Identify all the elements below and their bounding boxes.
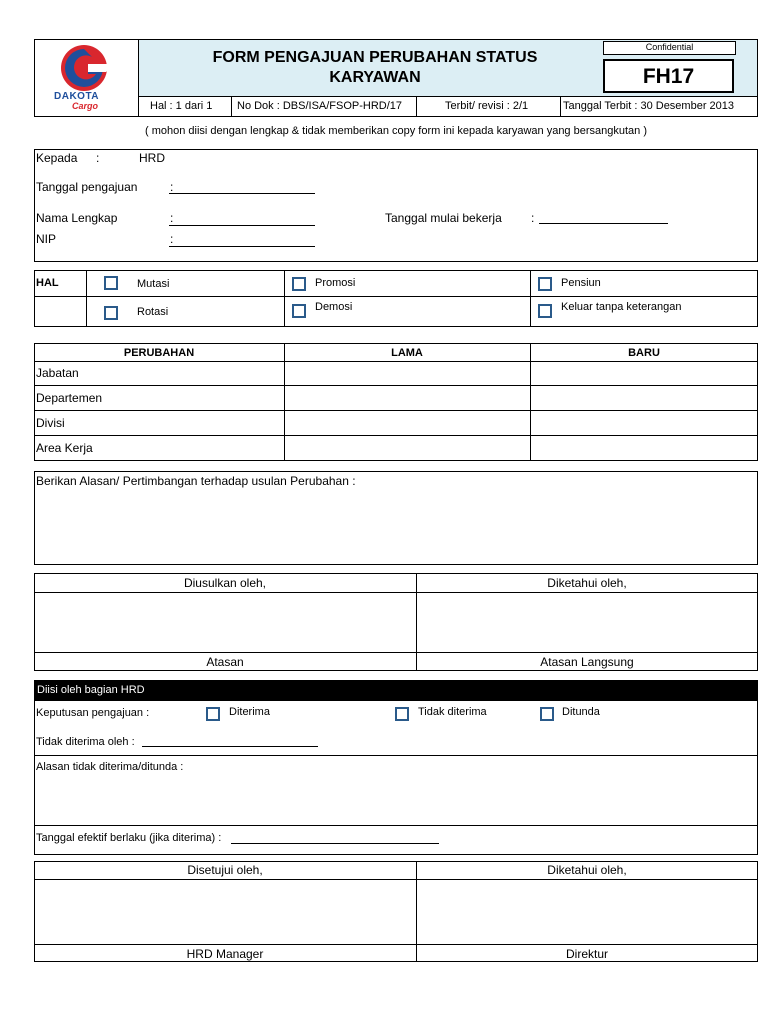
sign1-line: [34, 652, 758, 653]
logo-text-dakota: DAKOTA: [54, 91, 100, 102]
nama-lengkap-field[interactable]: [169, 225, 315, 226]
keluar-label: Keluar tanpa keterangan: [561, 301, 682, 313]
kepada-label: Kepada: [36, 151, 78, 165]
meta-divider: [416, 96, 417, 117]
form-note: ( mohon diisi dengan lengkap & tidak memberikan copy form ini kepada karyawan yang bersangkutan ): [144, 125, 647, 137]
mutasi-label: Mutasi: [137, 278, 170, 290]
tidak-diterima-label: Tidak diterima: [418, 706, 487, 718]
hal-divider: [34, 296, 758, 297]
header-perubahan: PERUBAHAN: [123, 347, 195, 359]
diusulkan-oleh: Diusulkan oleh,: [183, 576, 267, 590]
nip-colon: :: [170, 232, 174, 246]
form-title-line2: KARYAWAN: [329, 69, 421, 86]
role-hrd-manager: HRD Manager: [186, 947, 264, 961]
page-number: Hal : 1 dari 1: [150, 100, 213, 112]
hal-label: HAL: [36, 277, 59, 289]
changes-row-line: [34, 435, 758, 436]
tanggal-efektif-label: Tanggal efektif berlaku (jika diterima) :: [36, 832, 222, 844]
demosi-checkbox[interactable]: [292, 304, 306, 318]
hal-divider: [284, 270, 285, 327]
hrd-line: [34, 755, 758, 756]
confidential-label: Confidential: [645, 42, 694, 52]
ditunda-label: Ditunda: [562, 706, 600, 718]
kepada-value: HRD: [139, 151, 165, 165]
mutasi-checkbox[interactable]: [104, 276, 118, 290]
hal-divider: [86, 270, 87, 327]
header-lama: LAMA: [391, 347, 423, 359]
keluar-checkbox[interactable]: [538, 304, 552, 318]
alasan-label: Alasan tidak diterima/ditunda :: [36, 761, 184, 773]
company-logo: [48, 43, 128, 113]
role-atasan-langsung: Atasan Langsung: [540, 655, 634, 669]
hrd-line: [34, 825, 758, 826]
tanggal-efektif-field[interactable]: [231, 843, 439, 844]
tanggal-mulai-label: Tanggal mulai bekerja: [385, 211, 502, 225]
role-atasan: Atasan: [206, 655, 244, 669]
diterima-checkbox[interactable]: [206, 707, 220, 721]
info-section: [34, 149, 758, 262]
keputusan-label: Keputusan pengajuan :: [36, 707, 150, 719]
nip-field[interactable]: [169, 246, 315, 247]
nama-lengkap-colon: :: [170, 211, 174, 225]
pensiun-label: Pensiun: [561, 277, 601, 289]
signature-area-hrd-manager[interactable]: [35, 880, 415, 943]
tanggal-mulai-colon: :: [531, 211, 535, 225]
signature-area-atasan-langsung[interactable]: [417, 593, 757, 651]
changes-row-line: [34, 385, 758, 386]
changes-col-line: [530, 343, 531, 461]
promosi-label: Promosi: [315, 277, 356, 289]
signature-area-direktur[interactable]: [417, 880, 757, 943]
header-baru: BARU: [628, 347, 660, 359]
hal-divider: [530, 270, 531, 327]
sign2-line: [34, 944, 758, 945]
document-number: No Dok : DBS/ISA/FSOP-HRD/17: [237, 100, 403, 112]
nip-label: NIP: [36, 232, 57, 246]
form-title-line1: FORM PENGAJUAN PERUBAHAN STATUS: [212, 49, 538, 66]
kepada-colon: :: [96, 151, 100, 165]
tidak-diterima-checkbox[interactable]: [395, 707, 409, 721]
row-area-kerja: Area Kerja: [36, 441, 93, 455]
alasan-field[interactable]: [35, 776, 757, 824]
tidak-diterima-oleh-field[interactable]: [142, 746, 318, 747]
reason-label: Berikan Alasan/ Pertimbangan terhadap usulan Perubahan :: [36, 474, 356, 488]
issue-date: Tanggal Terbit : 30 Desember 2013: [563, 100, 735, 112]
demosi-label: Demosi: [315, 301, 353, 313]
nama-lengkap-label: Nama Lengkap: [36, 211, 118, 225]
diketahui-oleh-1: Diketahui oleh,: [547, 576, 627, 590]
signature-area-atasan[interactable]: [35, 593, 415, 651]
diterima-label: Diterima: [229, 706, 270, 718]
pensiun-checkbox[interactable]: [538, 277, 552, 291]
meta-divider: [231, 96, 232, 117]
revision: Terbit/ revisi : 2/1: [445, 100, 529, 112]
ditunda-checkbox[interactable]: [540, 707, 554, 721]
diketahui-oleh-2: Diketahui oleh,: [547, 863, 627, 877]
promosi-checkbox[interactable]: [292, 277, 306, 291]
changes-row-line: [34, 410, 758, 411]
row-divisi: Divisi: [36, 416, 65, 430]
role-direktur: Direktur: [565, 947, 608, 961]
row-jabatan: Jabatan: [36, 366, 79, 380]
rotasi-checkbox[interactable]: [104, 306, 118, 320]
tanggal-mulai-field[interactable]: [539, 223, 668, 224]
row-departemen: Departemen: [36, 391, 103, 405]
hrd-bar-title: Diisi oleh bagian HRD: [37, 684, 145, 696]
logo-text-cargo: Cargo: [72, 101, 99, 111]
meta-divider: [560, 96, 561, 117]
header-divider-logo: [138, 39, 139, 117]
form-code: FH17: [642, 65, 695, 88]
rotasi-label: Rotasi: [137, 306, 169, 318]
changes-col-line: [284, 343, 285, 461]
tanggal-pengajuan-colon: :: [170, 180, 174, 194]
disetujui-oleh: Disetujui oleh,: [187, 863, 263, 877]
changes-row-line: [34, 361, 758, 362]
logo-mark-icon: [48, 43, 128, 95]
tanggal-pengajuan-label: Tanggal pengajuan: [36, 180, 138, 194]
tanggal-pengajuan-field[interactable]: [169, 193, 315, 194]
tidak-diterima-oleh-label: Tidak diterima oleh :: [36, 736, 135, 748]
